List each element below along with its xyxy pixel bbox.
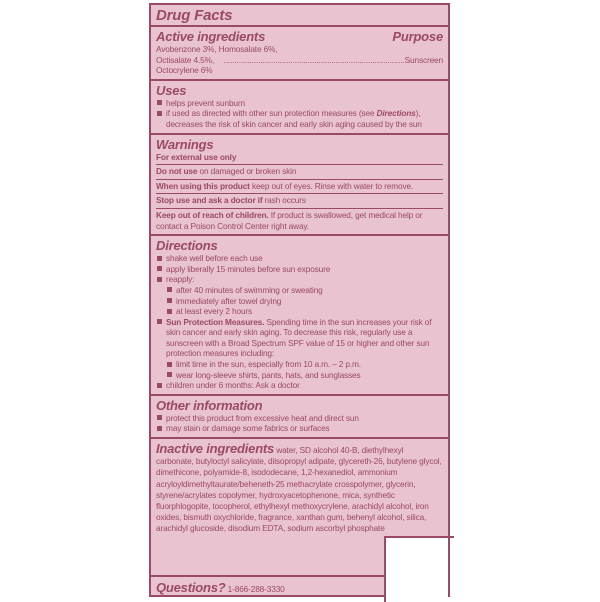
- warnings-heading: Warnings: [156, 136, 214, 152]
- do-not-use-label: Do not use: [156, 166, 198, 177]
- uses-item-text-cont: ), decreases the risk of skin cancer and early skin aging caused by the sun: [166, 108, 422, 129]
- other-info-heading: Other information: [156, 397, 263, 413]
- active-ingredients-heading: Active ingredients: [156, 29, 266, 44]
- inactive-ingredients: [156, 441, 443, 535]
- sun-protection-label: Sun Protection Measures.: [166, 316, 265, 327]
- when-using: [156, 181, 443, 192]
- dot-leader: ....................................................................................: [223, 54, 405, 65]
- drug-facts-content: [151, 5, 448, 538]
- stop-use-text: rash occurs: [262, 195, 306, 206]
- directions-heading: Directions: [156, 238, 218, 254]
- active-line-2: [156, 55, 443, 76]
- other-info-item: protect this product from excessive heat and direct sun: [156, 413, 443, 424]
- active-line-1: Avobenzone 3%, Homosalate 6%,: [156, 44, 278, 54]
- keep-out-label: Keep out of reach of children.: [156, 209, 269, 220]
- uses-heading: Uses: [156, 82, 187, 98]
- active-ingredients-section: [151, 27, 448, 81]
- active-line-2-text: Octisalate 4.5%, Octocrylene 6%: [156, 54, 215, 76]
- inactive-ingredients-heading: Inactive ingredients: [156, 441, 275, 457]
- title-section: [151, 5, 448, 27]
- drug-facts-title: Drug Facts: [156, 7, 233, 24]
- warnings-section: [151, 135, 448, 237]
- purpose-heading: Purpose: [392, 29, 443, 44]
- stop-use-label: Stop use and ask a doctor if: [156, 195, 263, 206]
- questions-section: [151, 575, 384, 599]
- directions-item: apply liberally 15 minutes before sun exposure: [156, 264, 443, 275]
- directions-subitem: wear long-sleeve shirts, pants, hats, and sunglasses: [166, 370, 443, 381]
- directions-subitem: at least every 2 hours: [166, 306, 443, 317]
- directions-ref: Directions: [376, 108, 416, 119]
- directions-item: children under 6 months: Ask a doctor: [156, 380, 443, 391]
- when-using-text: keep out of eyes. Rinse with water to remove.: [249, 180, 414, 191]
- inactive-ingredients-section: [151, 439, 448, 538]
- questions-phone: 1-866-288-3330: [225, 584, 285, 594]
- uses-item: helps prevent sunburn: [156, 98, 443, 109]
- directions-item: shake well before each use: [156, 253, 443, 264]
- do-not-use-text: on damaged or broken skin: [197, 166, 297, 177]
- directions-subitem: limit time in the sun, especially from 10 a.m. – 2 p.m.: [166, 359, 443, 370]
- directions-subitem: immediately after towel drying: [166, 296, 443, 307]
- do-not-use: [156, 166, 443, 177]
- directions-item: [156, 317, 443, 359]
- purpose-value: Sunscreen: [404, 54, 443, 65]
- directions-subitem: after 40 minutes of swimming or sweating: [166, 285, 443, 296]
- other-info-item: may stain or damage some fabrics or surfaces: [156, 423, 443, 434]
- uses-section: [151, 81, 448, 135]
- uses-item: [156, 108, 443, 129]
- when-using-label: When using this product: [156, 180, 250, 191]
- directions-item: reapply:: [156, 274, 443, 285]
- directions-section: [151, 236, 448, 396]
- questions-heading: Questions?: [156, 580, 226, 595]
- other-info-section: [151, 396, 448, 439]
- sun-protection-text: Spending time in the sun increases your risk of skin cancer and early skin aging. To decrease this risk, regularly use a sunscreen with a Broad Spectrum SPF value of 15 or higher and other sun protection measures including:: [166, 316, 432, 359]
- stop-use: [156, 195, 443, 206]
- keep-out-of-reach: [156, 210, 443, 231]
- uses-item-text: if used as directed with other sun protection measures (see: [166, 108, 375, 119]
- external-use-only: For external use only: [156, 151, 237, 162]
- keep-out-text: If product is swallowed, get medical help or contact a Poison Control Center right away.: [156, 209, 423, 231]
- inactive-ingredients-text: water, SD alcohol 40-B, diethylhexyl carbonate, butyloctyl salicylate, diisopropyl adipate, glycereth-26, butylene glycol, dimethicone, polyamide-8, isododecane, 1,2-hexanediol, ammonium acryloyldimethyltaurate/beheneth-25 methacrylate crosspolymer, glycerin, styrene/acrylates copolymer, hydroxyacetophenone, mica, synthetic fluorphlogopite, tocopherol, ethylhexyl methoxycrylene, arachidyl alcohol, iron oxides, bismuth oxychloride, fragrance, xanthan gum, behenyl alcohol, silica, arachidyl glucoside, disodium EDTA, sodium ascorbyl phosphate: [156, 445, 442, 534]
